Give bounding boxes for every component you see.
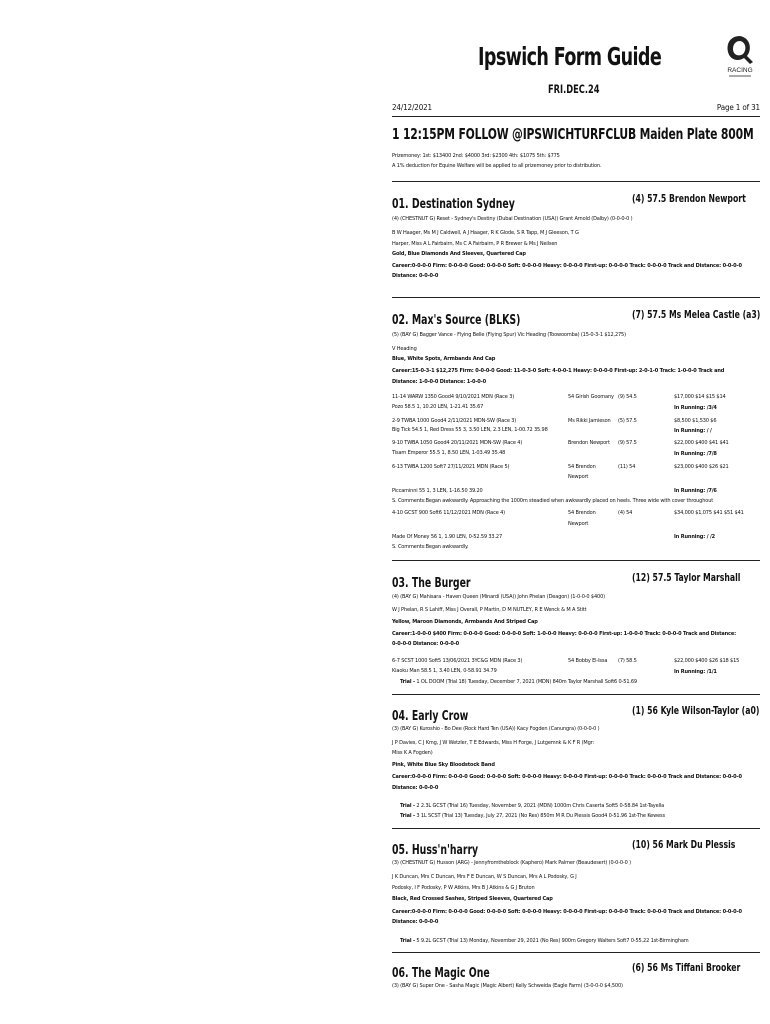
- form-race: 2-9 TWBA 1000 Good4 2/11/2021 MDN-SW (Race 3): [392, 418, 517, 424]
- form-result: Big Tick 54.5 1, Red Dress 55 3, 3.50 LEN, 2.3 LEN, 1-00.72 35.98: [392, 427, 548, 433]
- race-divider: [392, 181, 760, 182]
- runner-owners: V Heading: [392, 346, 417, 352]
- form-barrier-weight: (7) 58.5: [618, 658, 637, 664]
- page-number: Page 1 of 31: [716, 103, 760, 112]
- form-prices: $22,000 $400 $26 $18 $15: [674, 658, 740, 664]
- logo-text: RACING: [727, 67, 753, 74]
- form-guide-page: [388, 0, 760, 1024]
- runner-name: 01. Destination Sydney: [392, 197, 515, 212]
- form-race: 6-7 SCST 1000 Soft5 13/06/2021 3YC&G MDN (Race 3): [392, 658, 523, 664]
- form-prices: $17,000 $14 $15 $14: [674, 394, 726, 400]
- form-in-running: In Running: /1/1: [674, 669, 717, 675]
- form-jockey: Brendon Newport: [568, 440, 610, 446]
- trial-label: Trial -: [400, 813, 415, 819]
- trial-label: Trial -: [400, 679, 415, 685]
- form-result: Made Of Money 56 1, 1.90 LEN, 0-52.59 33.27: [392, 534, 503, 540]
- form-prices: $8,500 $1,530 $6: [674, 418, 717, 424]
- print-date: 24/12/2021: [392, 103, 432, 112]
- runner-barrier-weight-jockey: (10) 56 Mark Du Plessis: [632, 839, 736, 851]
- runner-career: Career:0-0-0-0 Firm: 0-0-0-0 Good: 0-0-0-0 Soft: 0-0-0-0 Heavy: 0-0-0-0 First-up: 0-0-0-0 Track: 0-0-0-0 Track and Distance: 0-0-0-0: [392, 774, 742, 780]
- runner-distance: Distance: 0-0-0-0: [392, 273, 439, 279]
- runner-distance: Distance: 0-0-0-0: [392, 785, 439, 791]
- form-barrier-weight: (11) 54: [618, 464, 636, 470]
- runner-card-04: [392, 705, 760, 819]
- runner-breeding: (3) (BAY G) Super One - Sasha Magic (Magic Albert) Kelly Schweida (Eagle Farm) (3-0-0-0 $4,500): [392, 983, 623, 989]
- form-prices: $22,000 $400 $41 $41: [674, 440, 729, 446]
- runner-barrier-weight-jockey: (6) 56 Ms Tiffani Brooker: [632, 962, 741, 974]
- runner-barrier-weight-jockey: (7) 57.5 Ms Melea Castle (a3): [632, 309, 761, 321]
- form-jockey: Ms Rikki Jamieson: [568, 418, 611, 424]
- trial-label: Trial -: [400, 938, 415, 944]
- runner-colours: Pink, White Blue Sky Bloodstock Band: [392, 762, 495, 768]
- form-jockey: 54 Brendon: [568, 510, 596, 516]
- runner-divider: [392, 297, 760, 298]
- form-jockey: 54 Bobby El-Issa: [568, 658, 608, 664]
- header-rule: [392, 116, 760, 117]
- runner-name: 03. The Burger: [392, 576, 471, 591]
- form-barrier-weight: (4) 54: [618, 510, 633, 516]
- runner-owners: J K Duncan, Mrs C Duncan, Mrs F E Duncan, W S Duncan, Mrs A L Podosky, G J: [392, 874, 577, 880]
- runner-card-02: [392, 309, 761, 550]
- runner-colours: Gold, Blue Diamonds And Sleeves, Quartered Cap: [392, 251, 526, 257]
- document-title: Ipswich Form Guide: [478, 42, 662, 71]
- trial-text: 2 2.3L GCST (Trial 16) Tuesday, November 9, 2021 (MDN) 1000m Chris Caserta Soft5 0-58.84 1st-Tayella: [414, 803, 665, 809]
- runner-divider: [392, 694, 760, 695]
- runner-name: 06. The Magic One: [392, 966, 490, 981]
- runner-card-05: [392, 839, 742, 944]
- race-prizemoney: Prizemoney: 1st: $13400 2nd: $4000 3rd: $2300 4th: $1075 5th: $775: [392, 153, 560, 159]
- runner-owners: Podosky, I F Podosky, P W Atkins, Mrs B J Atkins & G J Bruton: [392, 885, 535, 891]
- runner-career: Career:1-0-0-0 $400 Firm: 0-0-0-0 Good: 0-0-0-0 Soft: 1-0-0-0 Heavy: 0-0-0-0 First-up: 1-0-0-0 Track: 0-0-0-0 Track and Distance:: [392, 631, 737, 637]
- runner-owners: Harper, Miss A L Fairbairn, Ms C A Fairbairn, P R Brewer & Ms J Neilsen: [392, 241, 558, 247]
- runner-distance: 0-0-0-0 Distance: 0-0-0-0: [392, 641, 459, 647]
- runner-colours: Yellow, Maroon Diamonds, Armbands And Striped Cap: [392, 619, 538, 625]
- runner-card-01: [392, 193, 746, 279]
- runner-career: Career:15-0-3-1 $12,275 Firm: 0-0-0-0 Good: 11-0-3-0 Soft: 4-0-0-1 Heavy: 0-0-0-0 First-up: 2-0-1-0 Track: 1-0-0-0 Track and: [392, 368, 725, 374]
- form-barrier-weight: (5) 57.5: [618, 418, 637, 424]
- race-note: A 1% deduction for Equine Welfare will be applied to all prizemoney prior to distribution.: [392, 163, 602, 169]
- runner-owners: J P Davies, C J Kmg, J W Wetzler, T E Edwards, Miss H Forge, J Lutgemnk & K F R (Mgr:: [392, 740, 594, 746]
- runner-career: Career:0-0-0-0 Firm: 0-0-0-0 Good: 0-0-0-0 Soft: 0-0-0-0 Heavy: 0-0-0-0 First-up: 0-0-0-0 Track: 0-0-0-0 Track and Distance: 0-0-0-0: [392, 909, 742, 915]
- form-jockey: 54 Brendon: [568, 464, 596, 470]
- form-result: Piccaminni 55 1, 3 LEN, 1-16.50 39.20: [392, 488, 483, 494]
- meeting-date: FRI.DEC.24: [548, 82, 600, 96]
- runner-divider: [392, 828, 760, 829]
- form-prices: $23,000 $400 $26 $21: [674, 464, 729, 470]
- runner-colours: Black, Red Crossed Sashes, Striped Sleeves, Quartered Cap: [392, 896, 553, 902]
- runner-distance: Distance: 0-0-0-0: [392, 919, 439, 925]
- runner-owners: B W Haager, Ms M J Caldwell, A J Haager, R K Glode, S R Tapp, M J Gleeson, T G: [392, 230, 579, 236]
- runner-colours: Blue, White Spots, Armbands And Cap: [392, 356, 496, 362]
- runner-distance: Distance: 1-0-0-0 Distance: 1-0-0-0: [392, 379, 486, 385]
- form-barrier-weight: (9) 57.5: [618, 440, 637, 446]
- form-in-running: In Running: /3/4: [674, 405, 717, 411]
- form-jockey: Newport: [568, 521, 589, 527]
- form-race: 6-13 TWBA 1200 Soft7 27/11/2021 MDN (Race 5): [392, 464, 510, 470]
- trial-line: [400, 937, 689, 946]
- form-prices: $34,000 $1,075 $41 $51 $41: [674, 510, 744, 516]
- runner-divider: [392, 952, 760, 953]
- form-in-running: In Running: /7/6: [674, 488, 717, 494]
- trial-text: 5 9.2L GCST (Trial 13) Monday, November 29, 2021 (No Res) 900m Gregory Walters Soft7 0-55.22 1st-Birmingham: [414, 938, 689, 944]
- trial-line: [400, 812, 665, 821]
- runner-breeding: (5) (BAY G) Bagger Vance - Flying Belle (Flying Spur) Vic Heading (Toowoomba) (15-0-3-1 $12,275): [392, 332, 626, 338]
- form-in-running: In Running: / /2: [674, 534, 716, 540]
- runner-card-03: [392, 572, 741, 685]
- racing-logo: [720, 32, 760, 80]
- runner-card-06: [392, 962, 741, 989]
- runner-barrier-weight-jockey: (4) 57.5 Brendon Newport: [632, 193, 746, 205]
- runner-breeding: (3) (CHESTNUT G) Husson (ARG) - Jennyfromtheblock (Kaphero) Mark Palmer (Beaudesert) (0-0-0-0 ): [392, 860, 631, 866]
- race-title: 1 12:15PM FOLLOW @IPSWICHTURFCLUB Maiden Plate 800M: [392, 125, 754, 143]
- runner-name: 05. Huss'n'harry: [392, 843, 479, 858]
- form-race: 9-10 TWBA 1050 Good4 20/11/2021 MDN-SW (Race 4): [392, 440, 523, 446]
- trial-line: [400, 678, 637, 687]
- runner-name: 02. Max's Source (BLKS): [392, 313, 521, 328]
- runner-owners: W J Phelan, R S Lahiff, Miss J Overall, P Martin, D M NUTLEY, R E Wenck & M A Stitt: [392, 607, 587, 613]
- form-result: Tisam Emperor 55.5 1, 8.50 LEN, 1-03.49 35.48: [392, 450, 506, 456]
- trial-label: Trial -: [400, 803, 415, 809]
- form-barrier-weight: (9) 54.5: [618, 394, 637, 400]
- runner-barrier-weight-jockey: (1) 56 Kyle Wilson-Taylor (a0): [632, 705, 760, 717]
- runner-name: 04. Early Crow: [392, 709, 469, 724]
- form-jockey: 54 Girish Goomany: [568, 394, 614, 400]
- form-steward-comment: S. Comments:Began awkwardly.: [392, 544, 469, 550]
- form-race: 11-14 WARW 1350 Good4 9/10/2021 MDN (Race 3): [392, 394, 515, 400]
- form-in-running: In Running: / /: [674, 428, 712, 434]
- form-race: 4-10 GCST 900 Soft6 11/12/2021 MDN (Race 4): [392, 510, 505, 516]
- trial-text: 3 1L SCST (Trial 13) Tuesday, July 27, 2021 (No Res) 850m M R Du Plessis Good4 0-51.96 1st-The Kewess: [414, 813, 665, 819]
- runner-breeding: (4) (BAY G) Mahisara - Haven Queen (Minardi (USA)) John Phelan (Deagon) (1-0-0-0 $400): [392, 594, 605, 600]
- runner-owners: Miss K A Fogden): [392, 750, 433, 756]
- form-result: Pozo 58.5 1, 10.20 LEN, 1-21.41 35.67: [392, 404, 484, 410]
- runner-breeding: (4) (CHESTNUT G) Reset - Sydney's Destiny (Dubai Destination (USA)) Grant Arnold (Dalby) (0-0-0-0 ): [392, 216, 633, 222]
- runner-career: Career:0-0-0-0 Firm: 0-0-0-0 Good: 0-0-0-0 Soft: 0-0-0-0 Heavy: 0-0-0-0 First-up: 0-0-0-0 Track: 0-0-0-0 Track and Distance: 0-0-0-0: [392, 263, 742, 269]
- runner-barrier-weight-jockey: (12) 57.5 Taylor Marshall: [632, 572, 741, 584]
- form-jockey: Newport: [568, 474, 589, 480]
- form-steward-comment: S. Comments:Began awkwardly. Approaching the 1000m steadied when awkwardly placed on heels. Three wide with cover throughout: [392, 498, 714, 504]
- trial-text: 1 OL DOOM (Trial 18) Tuesday, December 7, 2021 (MDN) 840m Taylor Marshall Soft6 0-51.69: [414, 679, 637, 685]
- racing-logo-icon: [720, 32, 760, 80]
- form-result: Kiaoku Man 58.5 1, 3.40 LEN, 0-58.91 34.79: [392, 668, 497, 674]
- runner-breeding: (3) (BAY G) Kuroshio - Bo Dee (Rock Hard Ten (USA)) Kacy Fogden (Canungra) (0-0-0-0 ): [392, 726, 600, 732]
- form-in-running: In Running: /7/8: [674, 451, 717, 457]
- runner-divider: [392, 560, 760, 561]
- trial-line: [400, 802, 664, 811]
